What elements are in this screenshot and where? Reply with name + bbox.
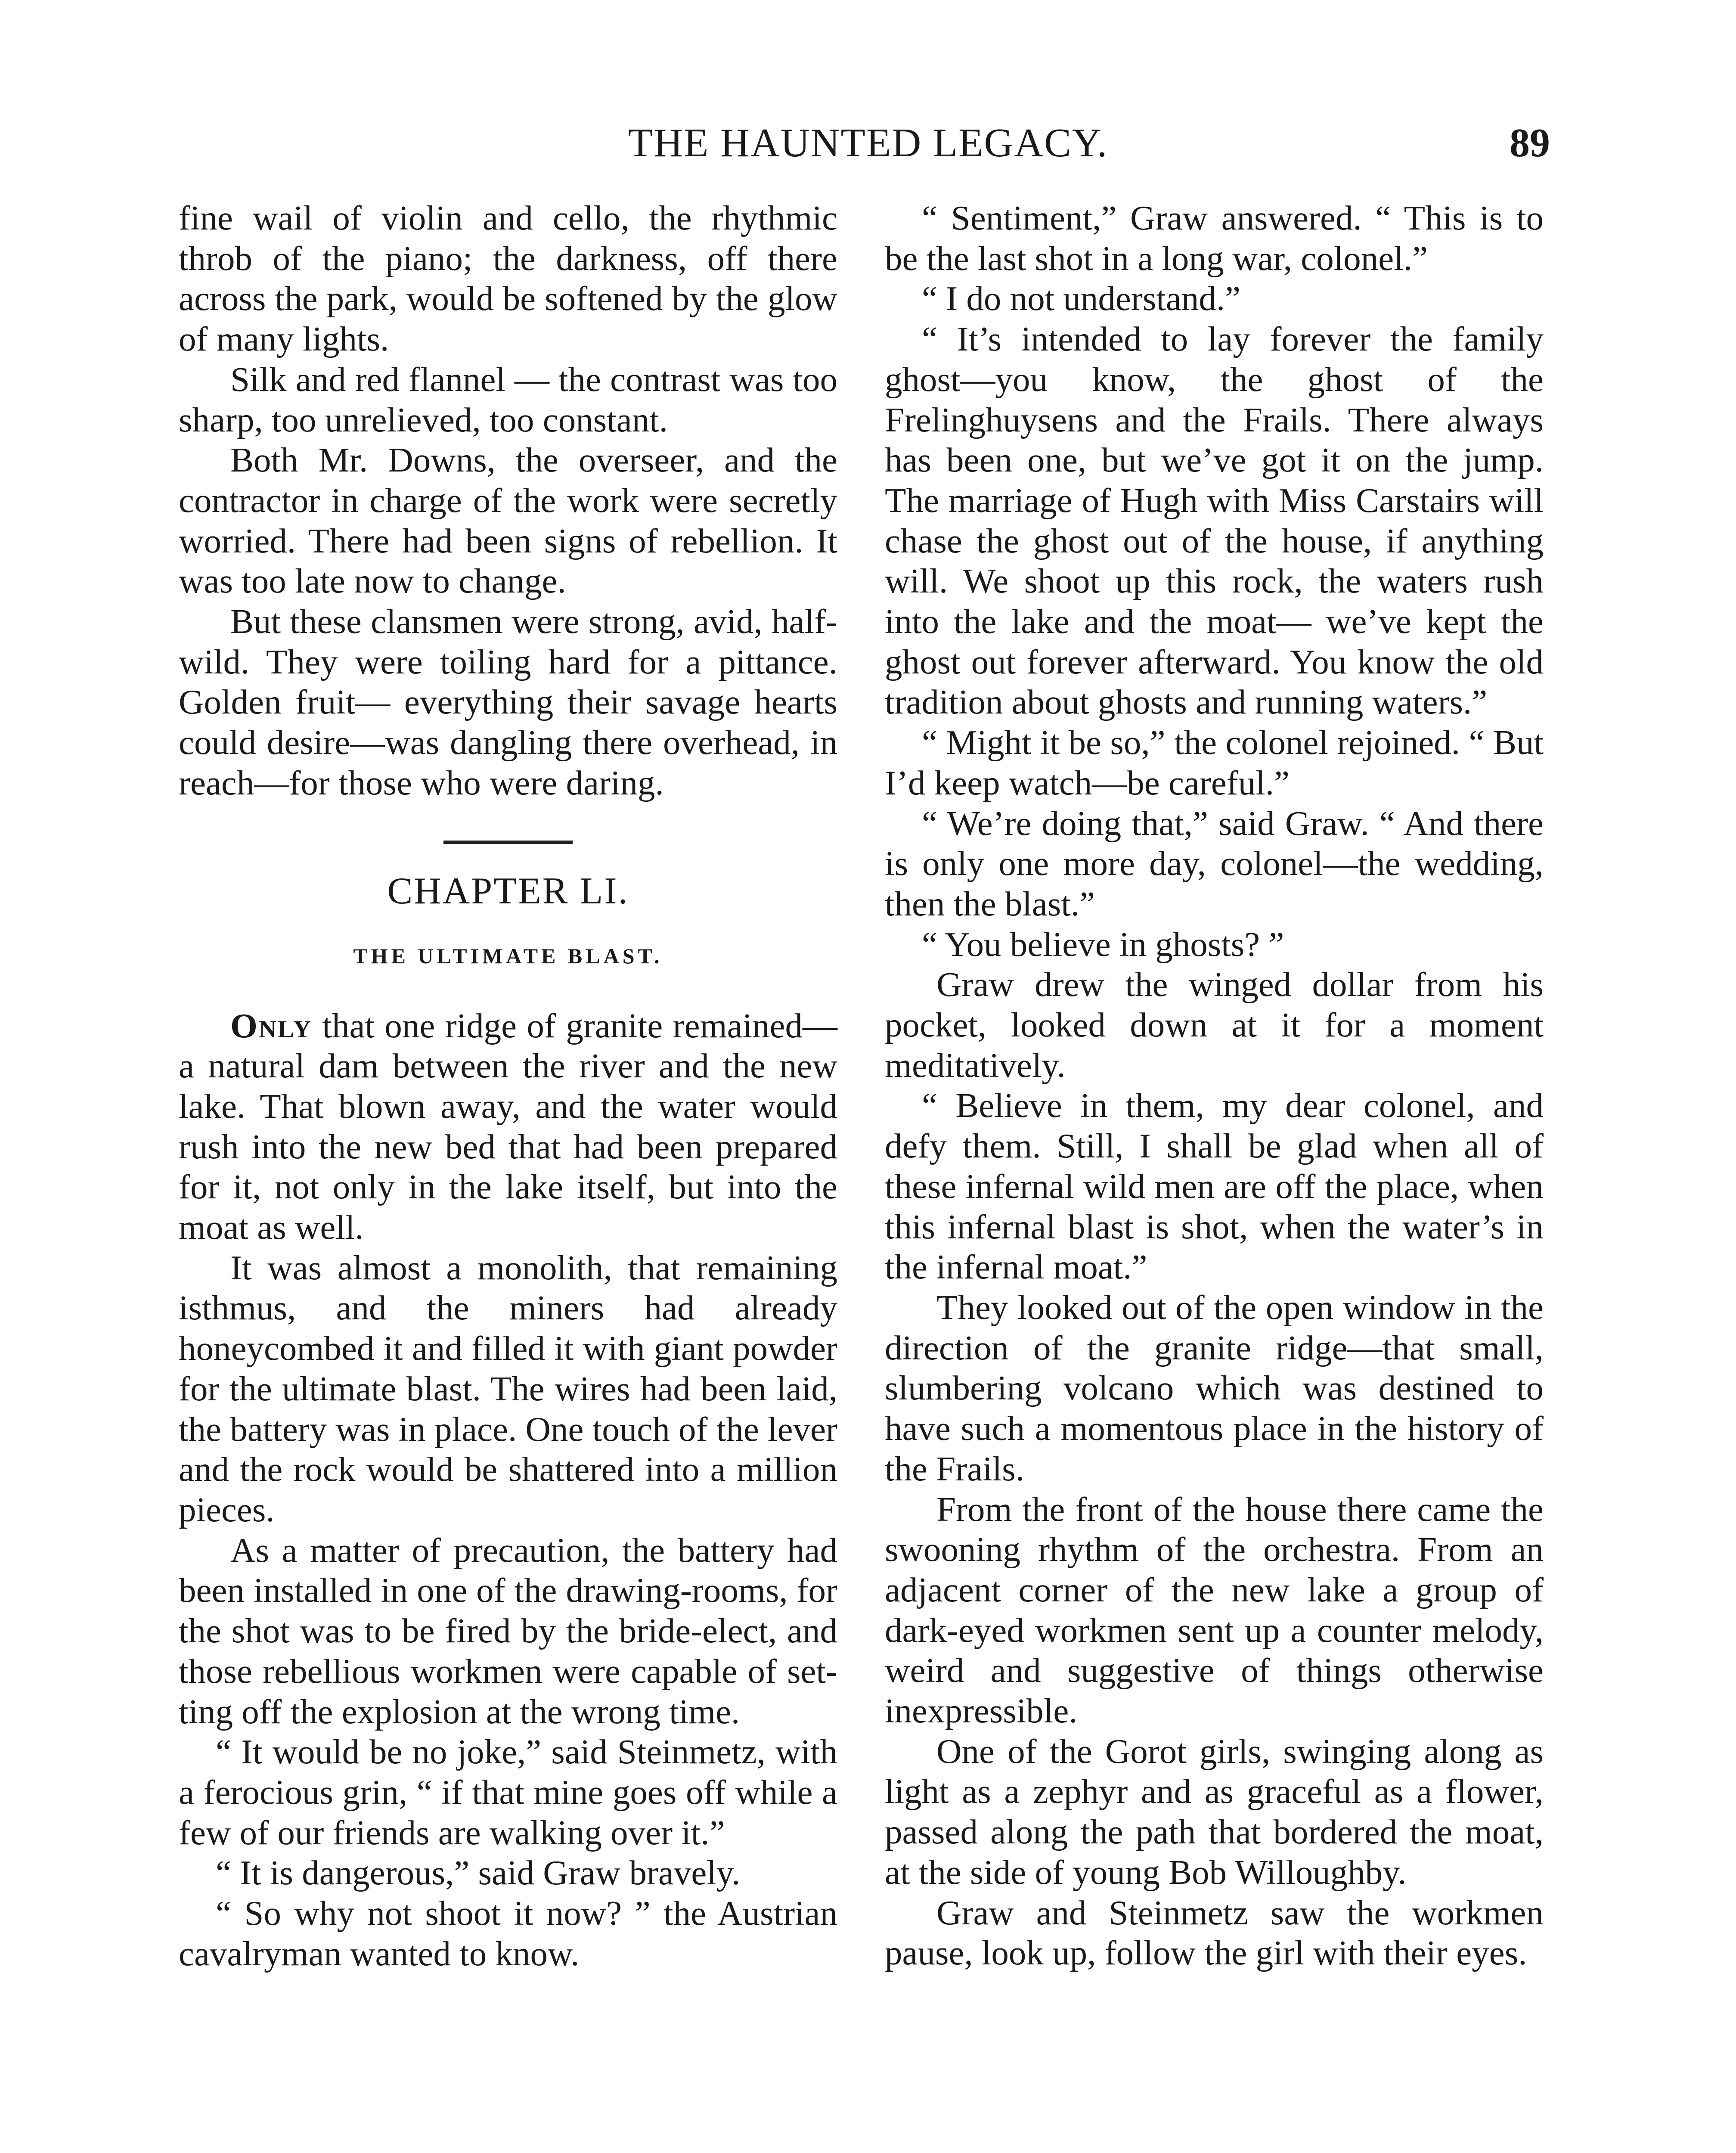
paragraph: Both Mr. Downs, the overseer, and the contractor in charge of the work were secretly worried. There had been signs of rebellion. It was too late now to change. xyxy=(179,441,837,601)
paragraph-text: that one ridge of granite remained—a natural dam between the river and the new lake. That blown away, and the water would rush into the new bed that had been prepared for it, not only in the lake itself, but into the moat as well. xyxy=(179,1006,837,1247)
paragraph: fine wail of violin and cello, the rhythmic throb of the piano; the darkness, off there across the park, would be softened by the glow of many lights. xyxy=(179,199,837,359)
paragraph: “ You believe in ghosts? ” xyxy=(922,924,1284,964)
paragraph: Graw drew the winged dollar from his pocket, looked down at it for a moment meditatively. xyxy=(885,965,1544,1085)
paragraph: “ Believe in them, my dear colonel, and defy them. Still, I shall be glad when all of these infernal wild men are off the place, when this infernal blast is shot, when the water’s in the infernal moat.” xyxy=(885,1086,1544,1287)
paragraph: “ Might it be so,” the colonel rejoined. “ But I’d keep watch—be careful.” xyxy=(885,723,1544,802)
paragraph: “ It is dangerous,” said Graw bravely. xyxy=(216,1853,741,1892)
paragraph: From the front of the house there came the swooning rhythm of the orchestra. From an adjacent corner of the new lake a group of dark-eyed workmen sent up a counter melody, weird and suggestive of things otherwise inexpressible. xyxy=(885,1489,1544,1731)
page-number: 89 xyxy=(1510,121,1550,165)
left-column xyxy=(179,198,837,1974)
running-title: THE HAUNTED LEGACY. xyxy=(628,121,1108,165)
paragraph: Silk and red flannel — the contrast was too sharp, too unrelieved, too constant. xyxy=(179,360,837,439)
paragraph: Graw and Steinmetz saw the workmen pause, look up, follow the girl with their eyes. xyxy=(885,1893,1544,1973)
chapter-subtitle: THE ULTIMATE BLAST. xyxy=(353,943,663,968)
paragraph: One of the Gorot girls, swinging along as light as a zephyr and as graceful as a flower, passed along the path that bordered the moat, at the side of young Bob Willoughby. xyxy=(885,1731,1544,1892)
chapter-title: CHAPTER LI. xyxy=(387,870,629,912)
paragraph xyxy=(179,1006,837,1248)
paragraph: “ I do not understand.” xyxy=(922,279,1241,318)
right-column xyxy=(885,198,1544,1973)
paragraph: “ It’s intended to lay forever the family ghost—you know, the ghost of the Frelinghuysens and the Frails. There always has been one, but we’ve got it on the jump. The marriage of Hugh with Miss Carstairs will chase the ghost out of the house, if anything will. We shoot up this rock, the waters rush into the lake and the moat— we’ve kept the ghost out forever afterward. You know the old tradition about ghosts and running waters.” xyxy=(885,320,1544,722)
paragraph: But these clansmen were strong, avid, half-wild. They were toiling hard for a pittance. Golden fruit— everything their savage hearts could desire—was dangling there overhead, in reach—for those who were daring. xyxy=(179,602,837,802)
paragraph: They looked out of the open window in the direction of the granite ridge—that small, slumbering volcano which was destined to have such a momentous place in the history of the Frails. xyxy=(885,1287,1544,1488)
paragraph: “ Sentiment,” Graw answered. “ This is to be the last shot in a long war, colonel.” xyxy=(885,199,1544,278)
paragraph: “ So why not shoot it now? ” the Austrian cavalryman wanted to know. xyxy=(179,1894,837,1973)
paragraph: It was almost a monolith, that remaining isthmus, and the miners had already honeycombed it and filled it with giant powder for the ultimate blast. The wires had been laid, the battery was in place. One touch of the lever and the rock would be shattered into a million pieces. xyxy=(179,1248,837,1529)
section-divider xyxy=(443,841,573,844)
paragraph: As a matter of precaution, the battery had been installed in one of the drawing-rooms, for the shot was to be fired by the bride-elect, and those rebellious workmen were capable of setting off the explosion at the wrong time. xyxy=(179,1530,837,1731)
paragraph: “ We’re doing that,” said Graw. “ And there is only one more day, colonel—the wedding, then the blast.” xyxy=(885,803,1544,923)
chapter-lead-word: Only xyxy=(230,1006,313,1045)
paragraph: “ It would be no joke,” said Steinmetz, with a ferocious grin, “ if that mine goes off while a few of our friends are walking over it.” xyxy=(179,1732,837,1852)
